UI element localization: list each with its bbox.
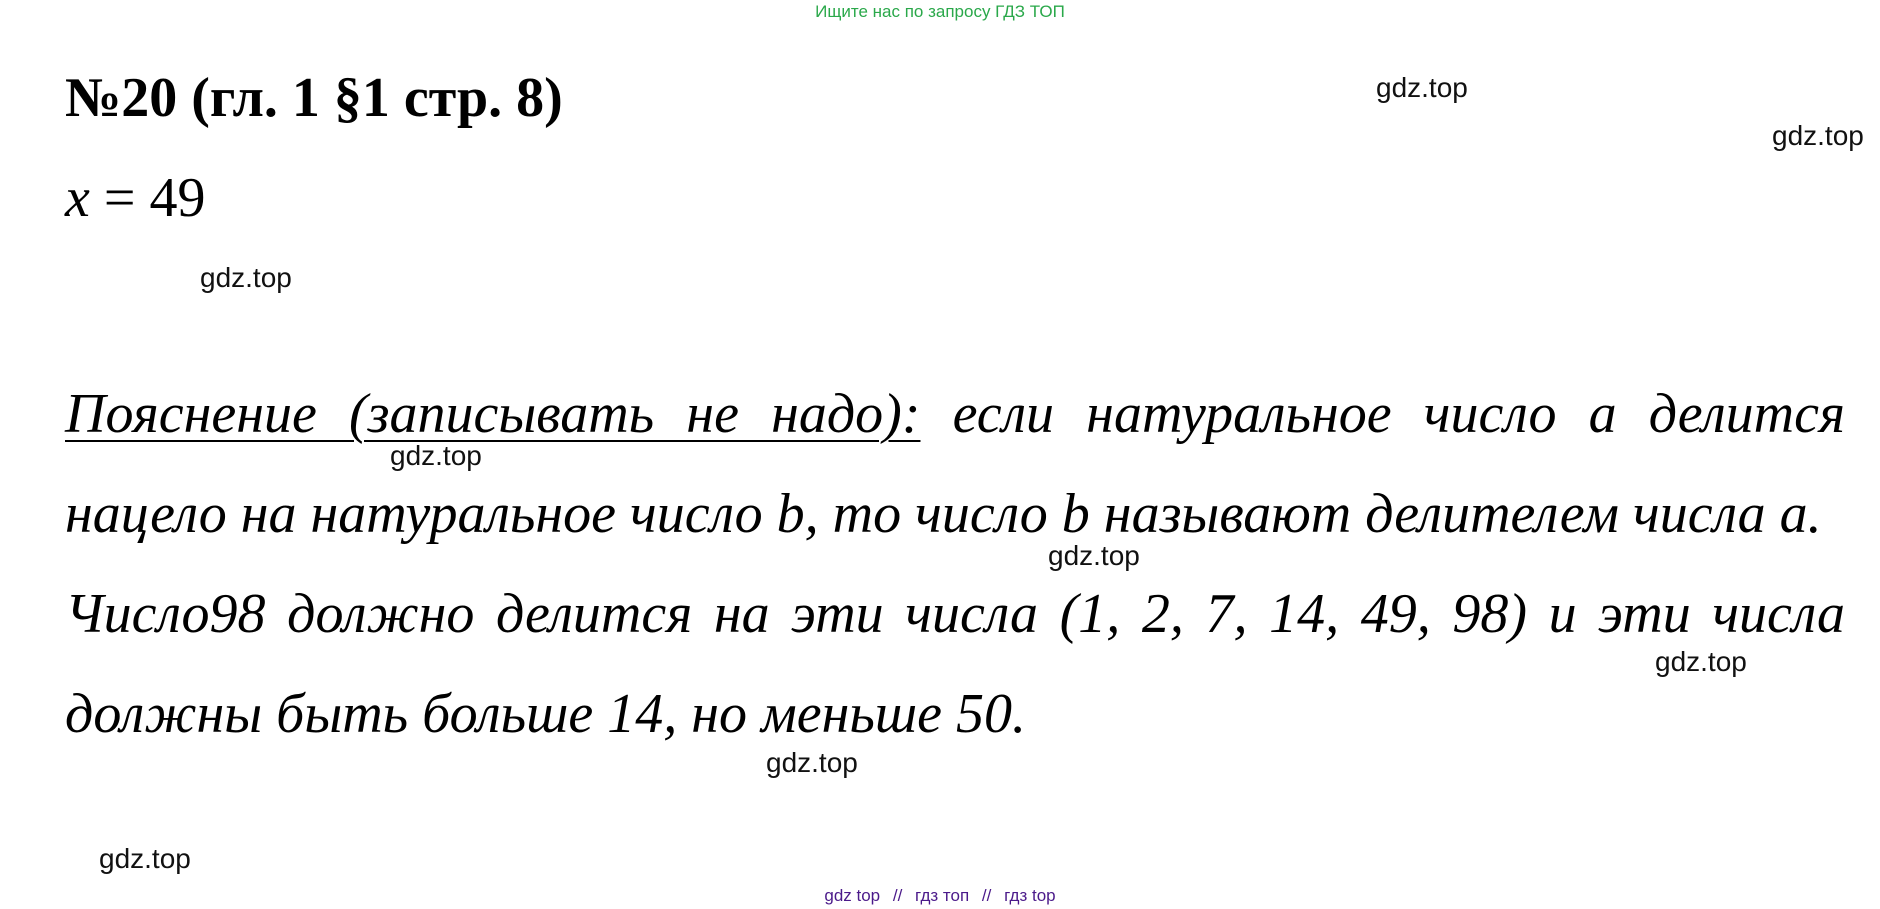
footer-links [0, 886, 1880, 906]
task-title: №20 (гл. 1 §1 стр. 8) [65, 67, 563, 129]
answer-value: = 49 [89, 167, 206, 229]
watermark: gdz.top [99, 843, 191, 874]
footer-separator: // [892, 886, 903, 905]
explanation-paragraph-2: Число98 должно делится на эти числа (1, 2, 7, 14, 49, 98) и эти числа должны быть больше 14, но меньше 50. [65, 583, 1845, 745]
watermark: gdz.top [200, 262, 292, 293]
answer-line [65, 167, 206, 229]
watermark: gdz.top [766, 747, 858, 778]
answer-variable: x [65, 167, 90, 229]
explanation-paragraph-1 [65, 364, 1845, 564]
explanation [65, 364, 1845, 764]
top-banner: Ищите нас по запросу ГДЗ ТОП [815, 2, 1065, 21]
footer-link-gdz-top-ru[interactable]: гдз топ [915, 886, 970, 905]
footer-separator: // [981, 886, 992, 905]
watermark: gdz.top [1772, 120, 1864, 151]
footer-link-gdz-top-mixed[interactable]: гдз top [1004, 886, 1056, 905]
explanation-label: Пояснение (записывать не надо): [65, 383, 921, 445]
watermark: gdz.top [1376, 72, 1468, 103]
watermark: gdz.top [1048, 540, 1140, 571]
watermark: gdz.top [390, 440, 482, 471]
footer-link-gdz-top[interactable]: gdz top [824, 886, 881, 905]
watermark: gdz.top [1655, 646, 1747, 677]
explanation-text-1: если натуральное число a делится нацело на натуральное число b, то число b называют делителем числа a. [65, 383, 1845, 545]
